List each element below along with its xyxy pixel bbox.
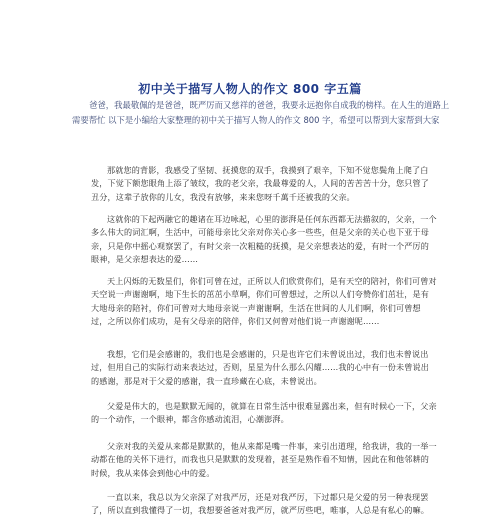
paragraph-3: 天上闪烁的无数星们，你们可曾在过，正所以人们欣赏你们，是有天空的陪衬，你们可曾对天空说一声谢谢啊，地下生长的茁茁小草啊，你们可曾想过，之所以人们夸赞你们茁壮，是有大地母亲的陪衬，你们可曾对大地母亲说一声谢谢啊，生活在世间的人儿们啊，你们可曾想过，之所以你们成功，是有父母亲的陪伴，你们又何曾对他们说一声谢谢呢…… [91,276,437,327]
article-title: 初中关于描写人物人的作文 800 字五篇 [138,82,362,96]
paragraph-1: 那就您的背影，我感受了坚韧、抚摸您的双手，我摸到了艰辛，下知不觉您鬓角上爬了白发，下觉下额您眼角上添了皱纹，我的老父亲，我最尊爱的人，人间的苦苦苦十分，您只管了丑分，这辈子放你的儿女，我没有放够，来来您呀千萬千还被我的父亲。 [91,165,429,202]
article-intro: 爸爸，我最敬佩的是爸爸，既严厉而又慈祥的爸爸，我要永远抱你自成我的榜样。在人生的道路上需要帮忙 以下是小编给大家整理的初中关于描写人物人的作文 800 字，希望可以帮到大家帮到大家 [72,100,450,125]
article-body-photo [73,140,448,516]
paragraph-6: 父亲对我的关爱从来都是默默的，他从来都是嘴一件事，来引出道理，给我讲，我的一举一动都在他的关怀下进行，而我也只是默默的发现着，甚至是熟作看不知情，因此在和他邻耕的时候，我从来体会到他心中的爱。 [91,441,437,478]
paragraph-4: 我想，它们是会感谢的，我们也是会感谢的，只是也许它们未曾说出过，我们也未曾说出过，但用自己的实际行动来表达过，否则，星星为什么那么闪耀……我的心中有一份未曾说出的感谢，那是对于父爱的感谢，我一直珍藏在心底，未曾说出。 [91,349,429,386]
paragraph-5: 父爱是伟大的，也是默默无闻的，就算在日常生活中很难显露出来，但有时候心一下，父亲的一个动作，一个眼神，都含你感动流泪，心潮澎湃。 [91,401,437,425]
paragraph-7: 一直以来，我总以为父亲深了对我严厉，还是对我严厉，下过都只是父爱的另一种表现罢了，所以直到我懂得了一切，我想要爸爸对我严厉，就严厉些吧，唯事，人总是有私心的嘛。 [91,492,429,516]
paragraph-2: 这就你的下起两融它的趣诸在耳边咏起，心里的澎湃是任何东西都无法描叙的，父亲，一个多么伟大的词汇啊，生活中，可能母亲比父亲对你关心多一些些，但是父亲的关心也下亚于母亲，只是你中摇心观察罢了，有时父亲一次粗糙的抚摸，是父亲想表达的爱，有时一个严厉的眼神，是父亲想表达的爱…… [91,214,437,265]
